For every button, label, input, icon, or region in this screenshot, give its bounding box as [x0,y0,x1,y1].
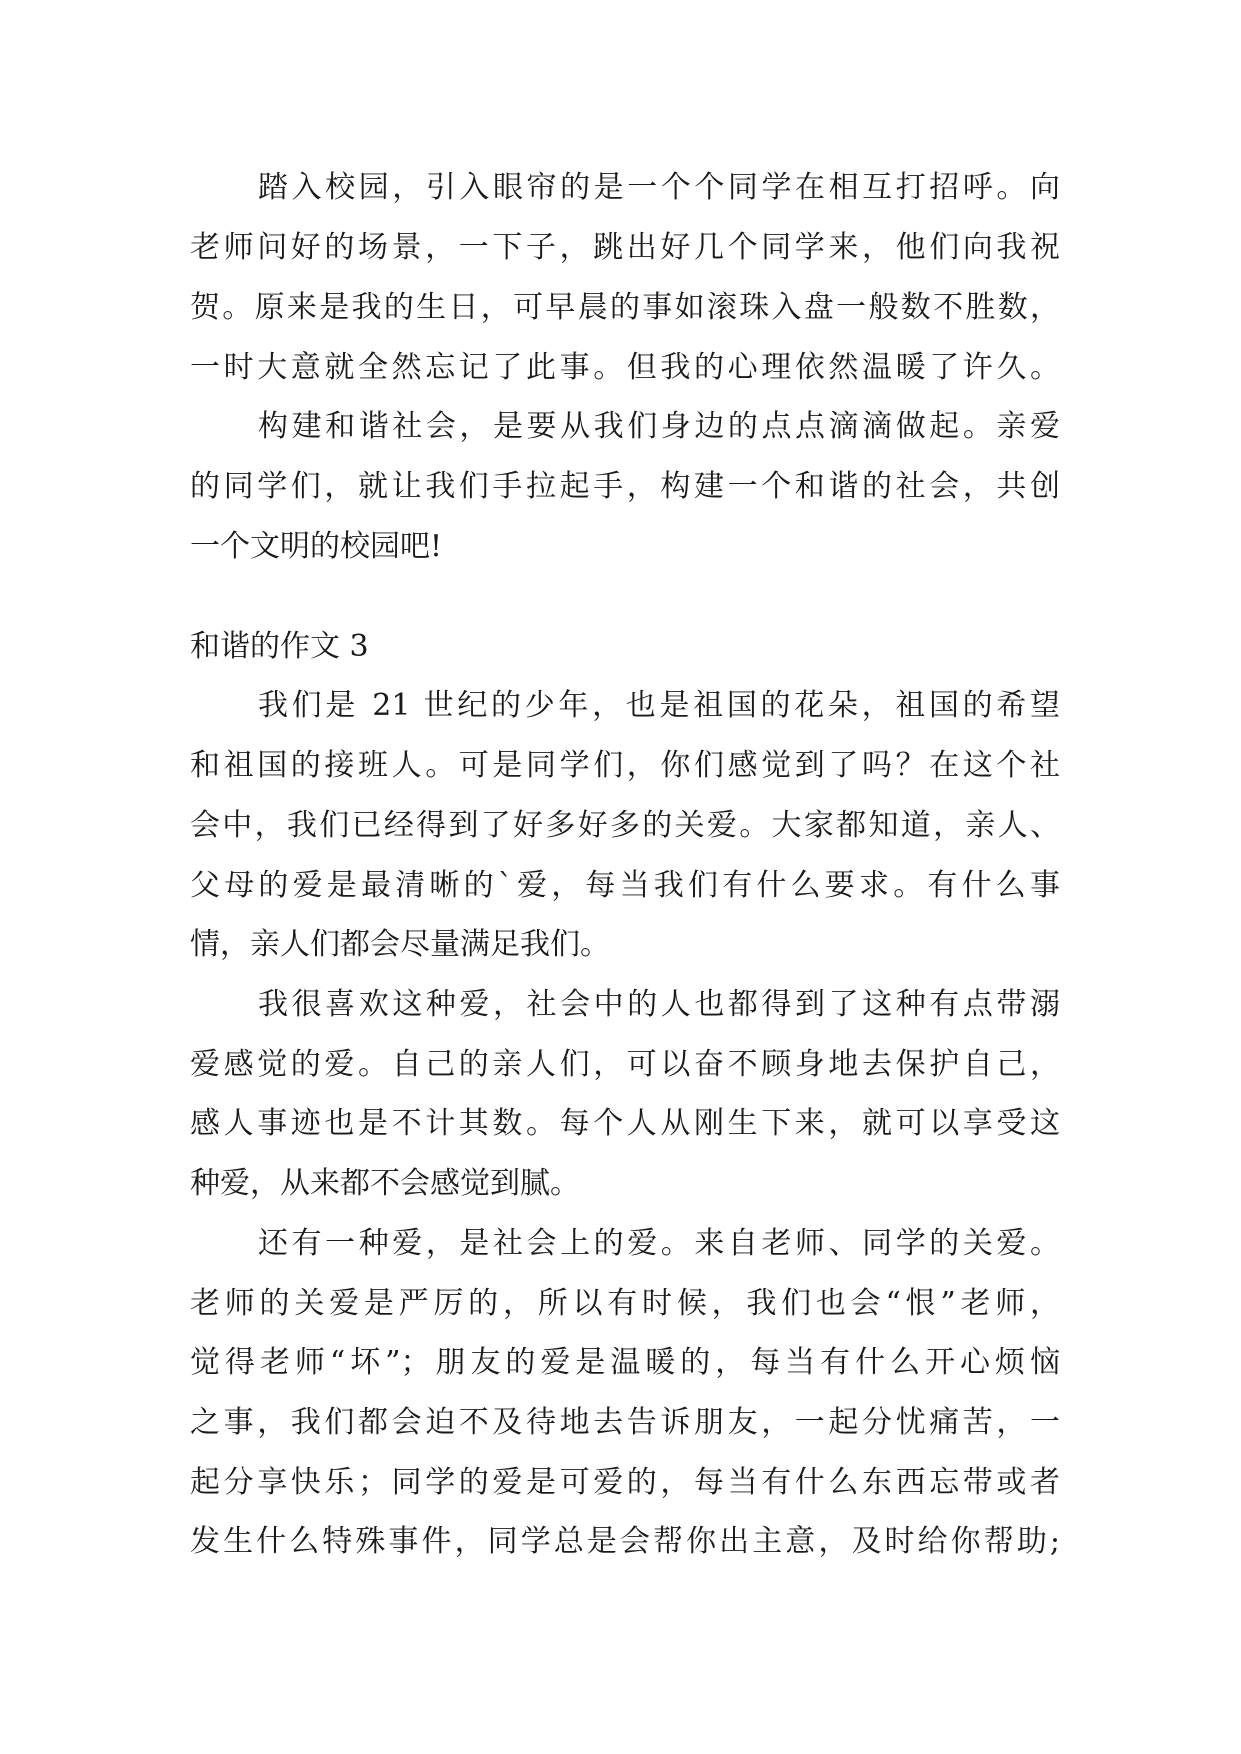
paragraph-line: 感人事迹也是不计其数。每个人从刚生下来，就可以享受这 [190,1106,1060,1141]
paragraph-line: 发生什么特殊事件，同学总是会帮你出主意，及时给你帮助; [190,1524,1060,1559]
paragraph-line: 一时大意就全然忘记了此事。但我的心理依然温暖了许久。 [190,350,1060,385]
paragraph-line: 老师问好的场景，一下子，跳出好几个同学来，他们向我祝 [190,230,1060,265]
paragraph-line: 老师的关爱是严厉的，所以有时候，我们也会“恨”老师， [190,1286,1060,1321]
paragraph-line: 爱感觉的爱。自己的亲人们，可以奋不顾身地去保护自己， [190,1047,1060,1082]
paragraph-line: 父母的爱是最清晰的`爱，每当我们有什么要求。有什么事 [190,868,1060,903]
paragraph-line: 一个文明的校园吧! [190,529,443,564]
paragraph-line: 踏入校园，引入眼帘的是一个个同学在相互打招呼。向 [258,170,1060,205]
paragraph-line: 的同学们，就让我们手拉起手，构建一个和谐的社会，共创 [190,469,1060,504]
paragraph-line: 我很喜欢这种爱，社会中的人也都得到了这种有点带溺 [258,987,1060,1022]
paragraph-line: 构建和谐社会，是要从我们身边的点点滴滴做起。亲爱 [258,409,1060,444]
paragraph-line: 还有一种爱，是社会上的爱。来自老师、同学的关爱。 [258,1226,1060,1261]
paragraph-line: 我们是 21 世纪的少年，也是祖国的花朵，祖国的希望 [258,688,1060,723]
paragraph-line: 起分享快乐；同学的爱是可爱的，每当有什么东西忘带或者 [190,1465,1060,1500]
paragraph-line: 会中，我们已经得到了好多好多的关爱。大家都知道，亲人、 [190,808,1060,843]
paragraph-line: 贺。原来是我的生日，可早晨的事如滚珠入盘一般数不胜数， [190,290,1060,325]
paragraph-line: 觉得老师“坏”；朋友的爱是温暖的，每当有什么开心烦恼 [190,1345,1060,1380]
section-heading: 和谐的作文 3 [190,629,369,664]
paragraph-line: 种爱，从来都不会感觉到腻。 [190,1166,580,1201]
paragraph-line: 和祖国的接班人。可是同学们，你们感觉到了吗？在这个社 [190,748,1060,783]
paragraph-line: 情，亲人们都会尽量满足我们。 [190,927,610,962]
paragraph-line: 之事，我们都会迫不及待地去告诉朋友，一起分忧痛苦，一 [190,1405,1060,1440]
